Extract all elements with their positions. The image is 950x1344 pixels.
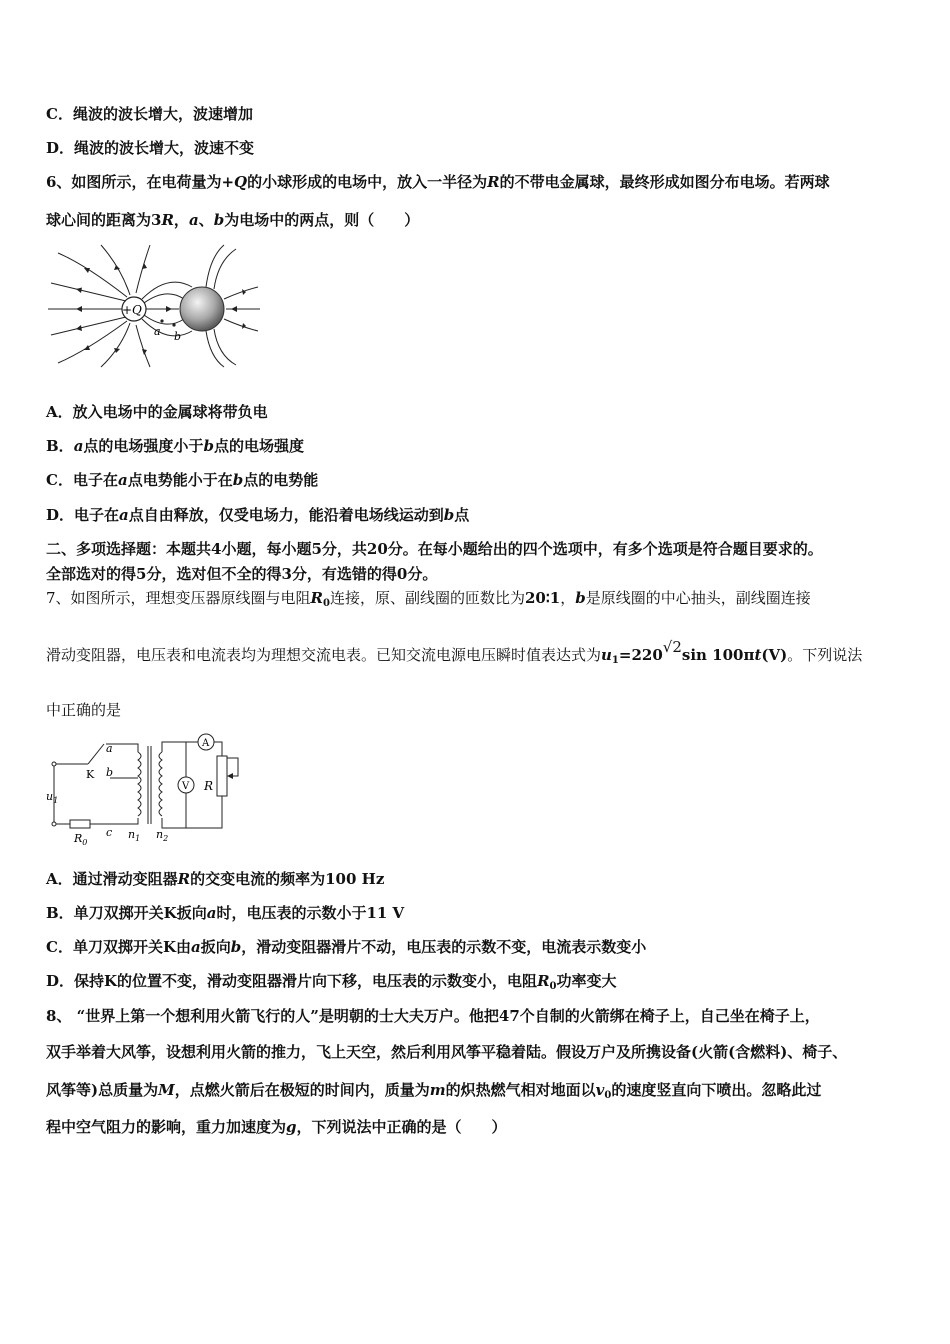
q6-field-diagram: [46, 243, 262, 369]
q8-stem-line4: 程中空气阻力的影响，重力加速度为g，下列说法中正确的是（ ）: [46, 1118, 507, 1136]
q6-option-d[interactable]: D．电子在a点自由释放，仅受电场力，能沿着电场线运动到b点: [46, 506, 470, 524]
q6-stem-line2: 球心间的距离为3R，a、b为电场中的两点，则（ ）: [46, 211, 420, 229]
q6-option-c[interactable]: C．电子在a点电势能小于在b点的电势能: [46, 471, 319, 489]
field-lines: [48, 245, 260, 367]
point-c-label: c: [106, 826, 113, 839]
r0-label: $R_0$: [74, 832, 88, 847]
metal-sphere: [180, 287, 224, 331]
q8-stem-line1: 8、 “世界上第一个想利用火箭飞行的人”是明朝的士大夫万户。他把47个自制的火箭绑在椅子上，自己坐在椅子上，: [46, 1007, 820, 1025]
r0-resistor: [70, 820, 90, 828]
switch-b-label: b: [106, 766, 114, 779]
section2-heading-line2: 全部选对的得5分，选对但不全的得3分，有选错的得0分。: [46, 565, 438, 583]
q5-option-c[interactable]: C．绳波的波长增大，波速增加: [46, 105, 253, 123]
rheostat-r: [217, 756, 227, 796]
q7-option-a[interactable]: A．通过滑动变阻器R的交变电流的频率为100 Hz: [46, 870, 385, 888]
q7-transformer-circuit-figure: [46, 730, 246, 852]
charge-label: +Q: [122, 303, 142, 317]
voltmeter-label: V: [182, 781, 190, 792]
point-a-dot: [160, 319, 163, 322]
point-a-label: a: [154, 325, 161, 338]
q6-stem-line1: 6、如图所示，在电荷量为+Q的小球形成的电场中，放入一半径为R的不带电金属球，最终形成如图分布电场。若两球: [46, 173, 830, 191]
terminal-bottom: [52, 822, 56, 826]
q5-option-d[interactable]: D．绳波的波长增大，波速不变: [46, 139, 255, 157]
ammeter-label: A: [202, 738, 210, 749]
q8-stem-line3: 风筝等)总质量为M，点燃火箭后在极短的时间内，质量为m的炽热燃气相对地面以$v_0$的速度竖直向下喷出。忽略此过: [46, 1081, 822, 1101]
point-b-label: b: [174, 330, 182, 343]
q7-option-b[interactable]: B．单刀双掷开关K扳向a时，电压表的示数小于11 V: [46, 904, 405, 922]
switch-k-label: K: [86, 768, 95, 781]
q7-stem-line2: 滑动变阻器，电压表和电流表均为理想交流电表。已知交流电源电压瞬时值表达式为$u_1=220√2\sin$ 100πt(V)。下列说法: [46, 638, 863, 666]
q7-circuit-diagram: [46, 730, 246, 852]
q7-option-c[interactable]: C．单刀双掷开关K由a扳向b，滑动变阻器滑片不动，电压表的示数不变，电流表示数变小: [46, 938, 647, 956]
q6-option-a[interactable]: A．放入电场中的金属球将带负电: [46, 403, 268, 421]
q6-electric-field-figure: [46, 243, 262, 369]
switch-a-label: a: [106, 742, 113, 755]
q7-stem-line3: 中正确的是: [46, 701, 122, 719]
q7-option-d[interactable]: D．保持K的位置不变，滑动变阻器滑片向下移，电压表的示数变小，电阻$R_0$功率变大: [46, 972, 617, 992]
q7-stem-line1: 7、如图所示，理想变压器原线圈与电阻$R_0$连接，原、副线圈的匝数比为20∶1，b是原线圈的中心抽头，副线圈连接: [46, 589, 811, 609]
section2-heading-line1: 二、多项选择题：本题共4小题，每小题5分，共20分。在每小题给出的四个选项中，有多个选项是符合题目要求的。: [46, 540, 823, 558]
q8-stem-line2: 双手举着大风筝，设想利用火箭的推力，飞上天空，然后利用风筝平稳着陆。假设万户及所携设备(火箭(含燃料)、椅子、: [46, 1043, 848, 1061]
rheostat-label: R: [204, 779, 214, 793]
n1-label: $n_1$: [128, 828, 141, 843]
rheostat-slider: [227, 773, 233, 779]
n2-label: $n_2$: [156, 828, 169, 843]
u1-label: $u_1$: [46, 790, 59, 805]
point-b-dot: [172, 323, 175, 326]
terminal-top: [52, 762, 56, 766]
q6-option-b[interactable]: B．a点的电场强度小于b点的电场强度: [46, 437, 304, 455]
